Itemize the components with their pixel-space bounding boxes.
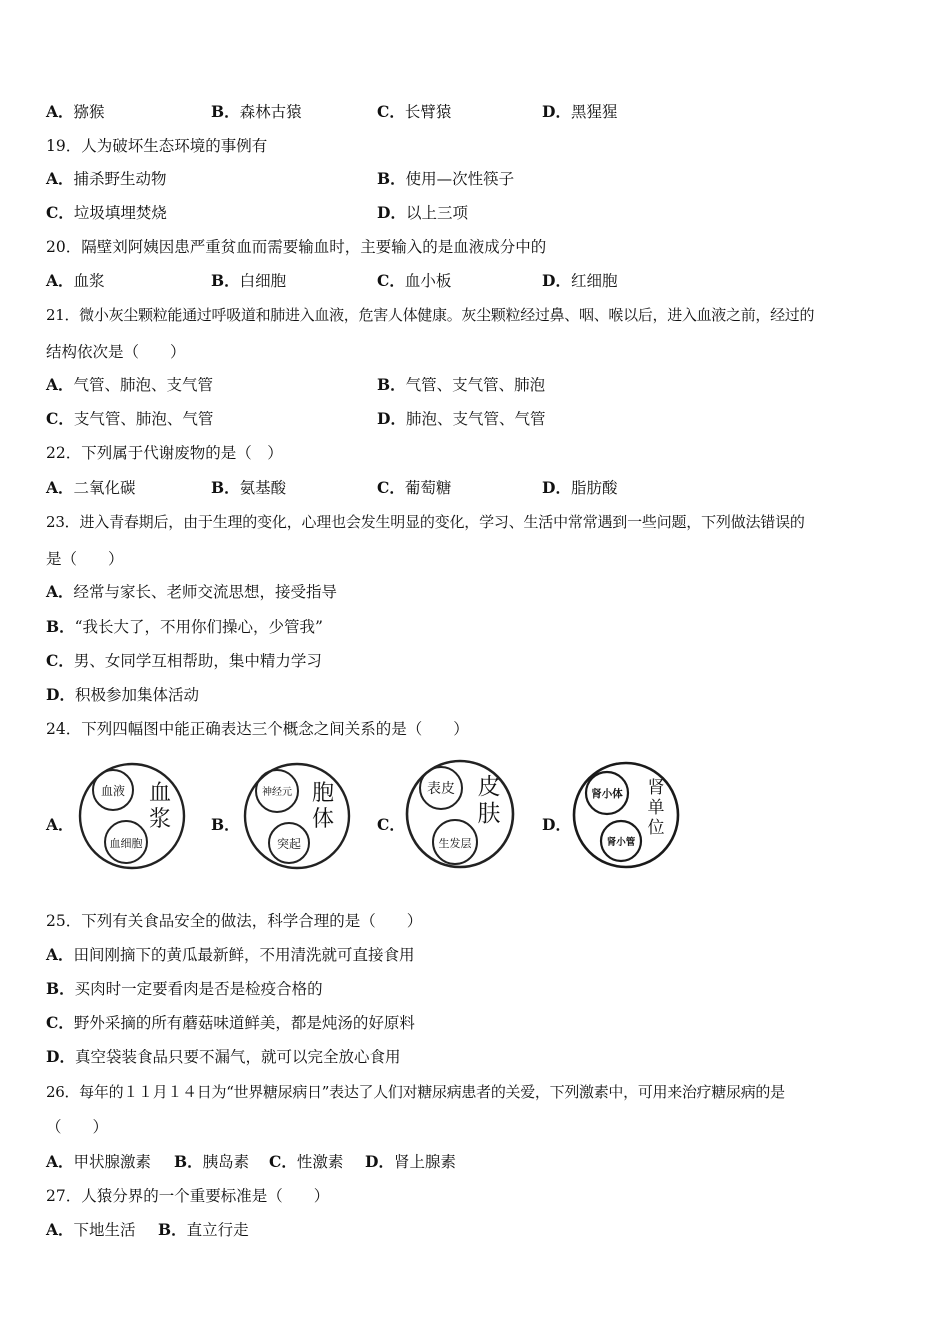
option-text: 肾上腺素 [393,1153,456,1171]
q26-option-d[interactable] [365,1151,456,1173]
option-text: 使用—次性筷子 [405,170,515,188]
option-label: D． [46,685,75,704]
q20-option-a[interactable] [46,270,105,292]
q27-option-a[interactable] [46,1219,136,1241]
q18-option-d[interactable] [542,101,617,123]
q22-option-d[interactable] [542,477,617,499]
q19-option-a[interactable] [46,168,167,190]
option-label: D． [377,203,406,222]
option-label: C． [377,102,405,121]
q22-stem: 22．下列属于代谢废物的是（ ） [46,444,283,462]
option-label: A． [46,1220,74,1239]
q18-option-a[interactable] [46,101,105,123]
big-label-2: 体 [311,807,335,832]
q25-option-a[interactable] [46,944,415,966]
q20-option-d[interactable] [542,270,617,292]
q24-figure-a[interactable] [76,758,188,880]
q25-option-b[interactable] [46,978,323,1000]
option-text: 甲状腺激素 [73,1153,152,1171]
option-text: 森林古猿 [239,103,302,121]
option-text: 男、女同学互相帮助，集中精力学习 [73,652,322,670]
option-text: 野外采摘的所有蘑菇味道鲜美，都是炖汤的好原料 [73,1014,415,1032]
option-label: C． [46,1013,74,1032]
big-label-1: 胞 [311,781,335,806]
option-label: A． [46,375,74,394]
option-text: 血小板 [404,272,452,290]
option-text: 红细胞 [570,272,618,290]
q25-stem: 25．下列有关食品安全的做法，科学合理的是（ ） [46,912,423,930]
small-label-1: 神经元 [262,787,292,798]
q26-option-c[interactable] [269,1151,343,1173]
option-text: 气管、肺泡、支气管 [73,376,214,394]
big-label-1: 肾 [647,778,665,798]
option-text: 真空袋装食品只要不漏气，就可以完全放心食用 [74,1048,401,1066]
small-label-2: 肾小管 [606,837,636,848]
q22-option-c[interactable] [377,477,451,499]
option-text: 葡萄糖 [404,479,452,497]
option-label: B． [46,617,75,636]
option-label: D． [542,271,571,290]
q20-option-c[interactable] [377,270,451,292]
q24-option-a-label[interactable]: A． [46,815,74,834]
q23-option-a[interactable] [46,581,337,603]
option-label: C． [46,651,74,670]
q18-option-b[interactable] [211,101,302,123]
q21-option-c[interactable] [46,408,213,430]
q24-figure-b[interactable] [241,758,353,880]
q23-stem-line1: 23．进入青春期后，由于生理的变化，心理也会发生明显的变化，学习、生活中常常遇到一些问题，下列做法错误的 [46,513,805,531]
option-label: A． [46,478,74,497]
option-text: 脂肪酸 [570,479,618,497]
big-label-2: 单 [647,798,665,818]
q19-option-d[interactable] [377,202,468,224]
option-label: C． [269,1152,297,1171]
small-label-1: 表皮 [427,781,455,797]
option-label: C． [377,478,405,497]
option-label: A． [46,1152,74,1171]
q22-option-b[interactable] [211,477,286,499]
option-label: A． [46,945,74,964]
big-label-3: 位 [647,818,665,838]
q21-option-b[interactable] [377,374,545,396]
option-label: B． [211,271,240,290]
option-text: 氨基酸 [239,479,287,497]
option-text: 二氧化碳 [73,479,136,497]
option-label: D． [542,102,571,121]
option-label: B． [158,1220,187,1239]
q20-stem: 20．隔壁刘阿姨因患严重贫血而需要输血时，主要输入的是血液成分中的 [46,238,547,256]
option-text: 性激素 [296,1153,344,1171]
option-text: 气管、支气管、肺泡 [405,376,546,394]
q24-figure-c[interactable] [404,754,518,878]
option-text: 黑猩猩 [570,103,618,121]
option-text: 直立行走 [186,1221,249,1239]
q26-option-a[interactable] [46,1151,151,1173]
option-text: 垃圾填埋焚烧 [73,204,167,222]
small-label-1: 血液 [100,784,126,798]
option-text: 长臂猿 [404,103,452,121]
big-label-1: 皮 [477,774,501,800]
q23-stem-line2: 是（ ） [46,550,124,568]
q24-option-c-label[interactable]: C． [377,815,405,834]
option-text: 积极参加集体活动 [74,686,199,704]
option-label: B． [46,979,75,998]
option-label: B． [174,1152,203,1171]
q19-stem: 19．人为破坏生态环境的事例有 [46,137,268,155]
small-label-2: 突起 [276,837,302,851]
option-label: B． [211,478,240,497]
option-text: 捕杀野生动物 [73,170,167,188]
option-label: A． [46,582,74,601]
small-label-1: 肾小体 [591,788,623,800]
q23-option-d[interactable] [46,684,199,706]
option-text: 血浆 [73,272,105,290]
q23-option-b[interactable] [46,616,323,638]
big-label-2: 肤 [477,801,501,827]
small-label-2: 血细胞 [109,837,143,850]
option-label: D． [542,478,571,497]
q22-option-a[interactable] [46,477,136,499]
big-label-2: 浆 [148,807,172,832]
option-label: C． [46,203,74,222]
q23-option-c[interactable] [46,650,322,672]
big-label-1: 血 [148,781,172,806]
option-label: D． [365,1152,394,1171]
option-label: A． [46,169,74,188]
option-label: C． [377,271,405,290]
option-text: 胰岛素 [202,1153,250,1171]
q26-stem-line2: （ ） [46,1118,109,1136]
q20-option-b[interactable] [211,270,286,292]
q27-option-b[interactable] [158,1219,249,1241]
option-label: B． [377,375,406,394]
option-text: 支气管、肺泡、气管 [73,410,214,428]
q25-option-c[interactable] [46,1012,415,1034]
q25-option-d[interactable] [46,1046,400,1068]
option-text: 买肉时一定要看肉是否是检疫合格的 [74,980,323,998]
q21-stem-line1: 21．微小灰尘颗粒能通过呼吸道和肺进入血液，危害人体健康。灰尘颗粒经过鼻、咽、喉以后，进入血液之前，经过的 [46,306,815,324]
q24-stem: 24．下列四幅图中能正确表达三个概念之间关系的是（ ） [46,720,469,738]
q26-stem-line1: 26．每年的１１月１４日为“世界糖尿病日”表达了人们对糖尿病患者的关爱，下列激素中，可用来治疗糖尿病的是 [46,1083,785,1101]
q24-option-b-label[interactable]: B． [211,815,240,834]
q21-option-a[interactable] [46,374,213,396]
option-text: 白细胞 [239,272,287,290]
option-text: 肺泡、支气管、气管 [405,410,546,428]
q18-option-c[interactable] [377,101,451,123]
option-label: D． [377,409,406,428]
option-text: 下地生活 [73,1221,136,1239]
small-label-2: 生发层 [438,837,472,850]
option-label: B． [211,102,240,121]
option-label: D． [46,1047,75,1066]
q27-stem: 27．人猿分界的一个重要标准是（ ） [46,1187,330,1205]
option-label: B． [377,169,406,188]
q24-option-d-label[interactable]: D． [542,815,571,834]
q19-option-b[interactable] [377,168,514,190]
option-text: 经常与家长、老师交流思想，接受指导 [73,583,338,601]
q21-stem-line2: 结构依次是（ ） [46,343,186,361]
option-text: 以上三项 [405,204,468,222]
option-text: “我长大了，不用你们操心，少管我” [74,618,323,636]
option-text: 田间刚摘下的黄瓜最新鲜，不用清洗就可直接食用 [73,946,415,964]
option-text: 猕猴 [73,103,105,121]
option-label: A． [46,102,74,121]
q24-figure-d[interactable] [572,757,684,879]
option-label: A． [46,271,74,290]
q26-option-b[interactable] [174,1151,249,1173]
option-label: C． [46,409,74,428]
q21-option-d[interactable] [377,408,545,430]
q19-option-c[interactable] [46,202,167,224]
